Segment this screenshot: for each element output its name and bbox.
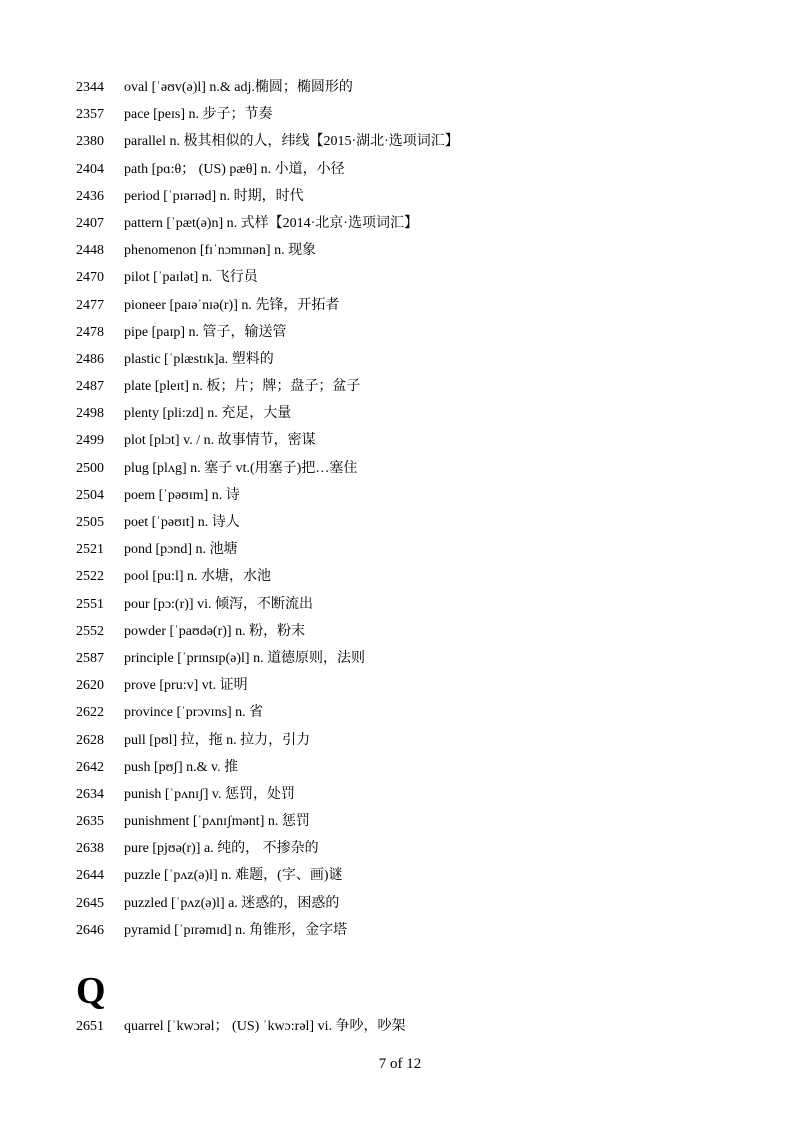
entry-text: period [ˈpɪərɪəd] n. 时期，时代 <box>124 188 304 204</box>
entry-number: 2504 <box>76 487 104 503</box>
entry-number: 2499 <box>76 433 104 449</box>
entry-text: oval [ˈəʊv(ə)l] n.& adj.椭圆；椭圆形的 <box>124 80 353 95</box>
entry-text: plenty [pli:zd] n. 充足，大量 <box>124 406 292 422</box>
list-item <box>76 536 776 563</box>
entry-number: 2551 <box>76 596 104 612</box>
list-item <box>76 727 776 754</box>
entry-text: pipe [paɪp] n. 管子，输送管 <box>124 324 287 340</box>
list-item <box>76 427 776 454</box>
entry-number: 2622 <box>76 705 104 721</box>
list-item <box>76 264 776 291</box>
entry-text: pour [pɔ:(r)] vi. 倾泻，不断流出 <box>124 596 313 612</box>
entry-number: 2344 <box>76 80 104 95</box>
entry-number: 2477 <box>76 297 104 313</box>
entry-text: plot [plɔt] v. / n. 故事情节，密谋 <box>124 433 316 449</box>
entry-text: puzzled [ˈpʌz(ə)l] a. 迷惑的，困惑的 <box>124 895 340 911</box>
list-item <box>76 183 776 210</box>
entry-number: 2448 <box>76 243 104 259</box>
entry-text: pool [pu:l] n. 水塘，水池 <box>124 569 271 585</box>
list-item <box>76 509 776 536</box>
entry-number: 2522 <box>76 569 104 585</box>
list-item <box>76 373 776 400</box>
list-item <box>76 74 776 101</box>
entry-number: 2620 <box>76 678 104 694</box>
entry-number: 2628 <box>76 732 104 748</box>
entry-number: 2407 <box>76 215 104 231</box>
entry-number: 2436 <box>76 188 104 204</box>
entry-number: 2505 <box>76 515 104 530</box>
list-item <box>76 618 776 645</box>
entry-number: 2651 <box>76 1019 104 1034</box>
list-item <box>76 835 776 862</box>
entry-text: plastic [ˈplæstɪk]a. 塑料的 <box>124 351 274 367</box>
list-item <box>76 781 776 808</box>
entry-text: parallel n. 极其相似的人，纬线【2015·湖北·选项词汇】 <box>124 134 459 150</box>
list-item <box>76 808 776 835</box>
entry-text: poem [ˈpəʊɪm] n. 诗 <box>124 487 240 503</box>
section-heading: Q <box>76 970 106 1012</box>
entry-text: pace [peɪs] n. 步子；节奏 <box>124 107 273 123</box>
list-item <box>76 210 776 237</box>
entry-text: pond [pɔnd] n. 池塘 <box>124 542 238 558</box>
list-item <box>76 699 776 726</box>
entry-number: 2646 <box>76 922 104 938</box>
list-item <box>76 482 776 509</box>
list-item <box>76 128 776 155</box>
entry-text: pull [pʊl] 拉，拖 n. 拉力，引力 <box>124 732 311 748</box>
list-item <box>76 672 776 699</box>
entry-number: 2638 <box>76 841 104 857</box>
entry-number: 2521 <box>76 542 104 558</box>
word-list-p <box>76 74 776 944</box>
entry-text: path [pɑ:θ； (US) pæθ] n. 小道，小径 <box>124 161 345 177</box>
entry-number: 2642 <box>76 759 104 775</box>
list-item <box>76 400 776 427</box>
entry-number: 2404 <box>76 161 104 177</box>
entry-text: puzzle [ˈpʌz(ə)l] n. 难题，(字、画)谜 <box>124 868 343 884</box>
entry-text: pyramid [ˈpɪrəmɪd] n. 角锥形，金字塔 <box>124 922 348 938</box>
entry-text: pure [pjʊə(r)] a. 纯的， 不掺杂的 <box>124 841 319 857</box>
entry-text: quarrel [ˈkwɔrəl； (US) ˈkwɔ:rəl] vi. 争吵，吵架 <box>124 1019 406 1034</box>
entry-text: province [ˈprɔvɪns] n. 省 <box>124 705 264 721</box>
entry-number: 2380 <box>76 134 104 150</box>
entry-number: 2645 <box>76 895 104 911</box>
entry-text: prove [pru:v] vt. 证明 <box>124 678 248 694</box>
entry-text: punish [ˈpʌnɪʃ] v. 惩罚，处罚 <box>124 786 295 802</box>
entry-number: 2500 <box>76 460 104 476</box>
entry-text: pattern [ˈpæt(ə)n] n. 式样【2014·北京·选项词汇】 <box>124 215 418 231</box>
entry-text: plate [pleɪt] n. 板；片；牌；盘子；盆子 <box>124 379 361 395</box>
entry-number: 2470 <box>76 270 104 286</box>
entry-number: 2644 <box>76 868 104 884</box>
entry-text: push [pʊʃ] n.& v. 推 <box>124 759 239 775</box>
entry-number: 2635 <box>76 814 104 830</box>
entry-number: 2478 <box>76 324 104 340</box>
list-item <box>76 754 776 781</box>
list-item <box>76 917 776 944</box>
list-item <box>76 563 776 590</box>
entry-text: poet [ˈpəʊɪt] n. 诗人 <box>124 515 240 530</box>
list-item <box>76 156 776 183</box>
word-list-q <box>76 1013 776 1040</box>
entry-text: pilot [ˈpaɪlət] n. 飞行员 <box>124 270 258 286</box>
entry-number: 2487 <box>76 379 104 395</box>
entry-number: 2587 <box>76 650 104 666</box>
entry-number: 2634 <box>76 786 104 802</box>
entry-text: punishment [ˈpʌnɪʃmənt] n. 惩罚 <box>124 814 310 830</box>
list-item <box>76 455 776 482</box>
list-item <box>76 237 776 264</box>
list-item <box>76 1013 776 1040</box>
entry-text: phenomenon [fɪˈnɔmɪnən] n. 现象 <box>124 243 317 259</box>
entry-text: pioneer [paɪəˈnɪə(r)] n. 先锋，开拓者 <box>124 297 340 313</box>
entry-text: principle [ˈprɪnsɪp(ə)l] n. 道德原则，法则 <box>124 650 366 666</box>
entry-number: 2498 <box>76 406 104 422</box>
entry-number: 2486 <box>76 351 104 367</box>
list-item <box>76 645 776 672</box>
list-item <box>76 591 776 618</box>
entry-number: 2357 <box>76 107 104 123</box>
entry-number: 2552 <box>76 623 104 639</box>
list-item <box>76 319 776 346</box>
list-item <box>76 292 776 319</box>
list-item <box>76 101 776 128</box>
entry-text: plug [plʌg] n. 塞子 vt.(用塞子)把…塞住 <box>124 460 358 476</box>
page-number: 7 of 12 <box>378 1056 422 1072</box>
list-item <box>76 890 776 917</box>
entry-text: powder [ˈpaʊdə(r)] n. 粉，粉末 <box>124 623 306 639</box>
list-item <box>76 862 776 889</box>
list-item <box>76 346 776 373</box>
